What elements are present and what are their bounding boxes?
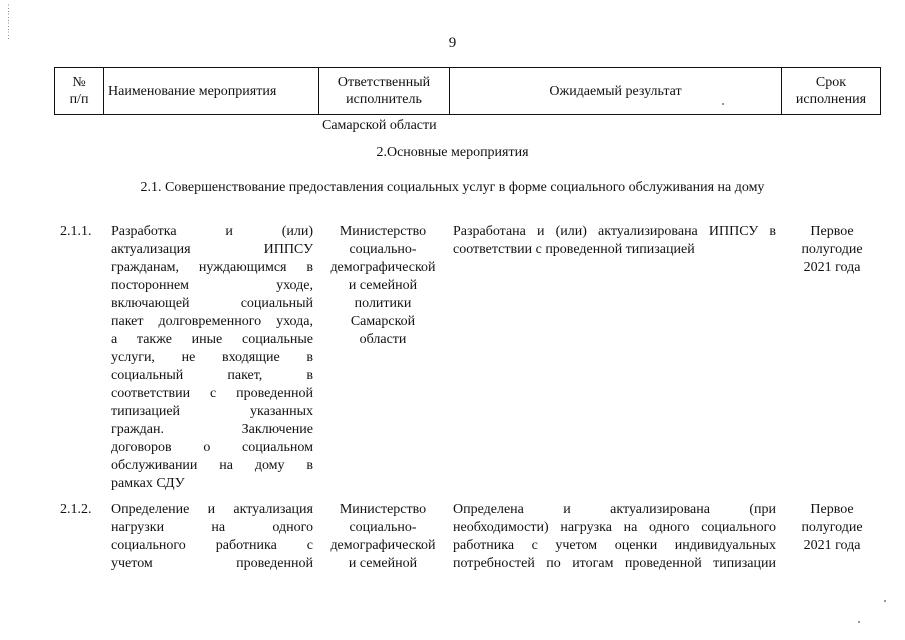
margin-scan-marks: ⋮ ⋮ ⋮ ⋮ — [4, 3, 13, 40]
result-line: Определена и актуализирована (при — [453, 502, 776, 517]
responsible-line: Самарской — [350, 314, 416, 329]
activity-line: обслуживании на дому в — [111, 458, 313, 473]
scan-speck — [722, 103, 724, 105]
scan-speck — [858, 621, 860, 623]
term-line: 2021 года — [803, 538, 861, 553]
responsible-line: области — [359, 332, 407, 347]
row-term — [784, 223, 880, 277]
result-line: работника с учетом оценки индивидуальных — [453, 538, 776, 553]
row-number: 2.1.1. — [60, 224, 92, 239]
row-responsible — [322, 223, 444, 349]
responsible-line: демографической — [330, 260, 436, 275]
section-title: 2.Основные мероприятия — [376, 145, 529, 160]
activity-line: включающей социальный — [111, 296, 313, 311]
activity-line: актуализация ИППСУ — [111, 242, 313, 257]
term-line: полугодие — [801, 242, 863, 257]
result-line: Разработана и (или) актуализирована ИППСУ в — [453, 224, 776, 239]
header-col-resp — [319, 68, 450, 115]
activity-line: соответствии с проведенной — [111, 386, 313, 401]
scan-speck — [884, 600, 886, 602]
term-line: 2021 года — [803, 260, 861, 275]
responsible-line: демографической — [330, 538, 436, 553]
row-result — [453, 223, 776, 259]
row-result — [453, 501, 776, 573]
responsible-line: и семейной — [348, 556, 418, 571]
header-col-result: Ожидаемый результат — [450, 68, 782, 115]
term-line: полугодие — [801, 520, 863, 535]
activity-line: социальный пакет, в — [111, 368, 313, 383]
activity-line: учетом проведенной — [111, 556, 313, 571]
result-line: необходимости) нагрузка на одного социального — [453, 520, 776, 535]
page-number: 9 — [448, 35, 457, 51]
header-col-name: Наименование мероприятия — [104, 68, 319, 115]
result-line: соответствии с проведенной типизацией — [453, 242, 695, 257]
activity-line: пакет долговременного ухода, — [111, 314, 313, 329]
term-line: Первое — [810, 502, 854, 517]
header-col-resp-line2: исполнитель — [346, 92, 422, 107]
header-col-num-line1: № — [72, 75, 86, 90]
result-line: потребностей по итогам проведенной типизации — [453, 556, 776, 571]
activity-line: рамках СДУ — [111, 476, 185, 491]
activity-line: нагрузки на одного — [111, 520, 313, 535]
row-term — [784, 501, 880, 555]
responsible-line: и семейной — [348, 278, 418, 293]
header-col-term-line2: исполнения — [795, 92, 867, 107]
activity-line: граждан. Заключение — [111, 422, 313, 437]
header-col-num-line2: п/п — [69, 92, 89, 107]
responsible-line: Министерство — [339, 224, 427, 239]
continuation-text: Самарской области — [322, 118, 437, 133]
activity-line: Определение и актуализация — [111, 502, 313, 517]
activity-line: Разработка и (или) — [111, 224, 313, 239]
responsible-line: политики — [354, 296, 412, 311]
responsible-line: социально- — [349, 242, 417, 257]
activity-line: типизацией указанных — [111, 404, 313, 419]
activity-line: договоров о социальном — [111, 440, 313, 455]
subsection-title: 2.1. Совершенствование предоставления социальных услуг в форме социального обслуживания на дому — [140, 180, 765, 195]
table-header — [54, 67, 881, 115]
activity-line: социального работника с — [111, 538, 313, 553]
responsible-line: Министерство — [339, 502, 427, 517]
row-responsible — [322, 501, 444, 573]
row-number: 2.1.2. — [60, 502, 92, 517]
activity-line: постороннем уходе, — [111, 278, 313, 293]
row-activity-name — [111, 501, 313, 573]
row-activity-name — [111, 223, 313, 493]
header-col-num — [55, 68, 104, 115]
header-col-term — [782, 68, 881, 115]
responsible-line: социально- — [349, 520, 417, 535]
term-line: Первое — [810, 224, 854, 239]
header-col-resp-line1: Ответственный — [337, 75, 431, 90]
activity-line: гражданам, нуждающимся в — [111, 260, 313, 275]
header-col-term-line1: Срок — [815, 75, 847, 90]
activity-line: услуги, не входящие в — [111, 350, 313, 365]
activity-line: а также иные социальные — [111, 332, 313, 347]
